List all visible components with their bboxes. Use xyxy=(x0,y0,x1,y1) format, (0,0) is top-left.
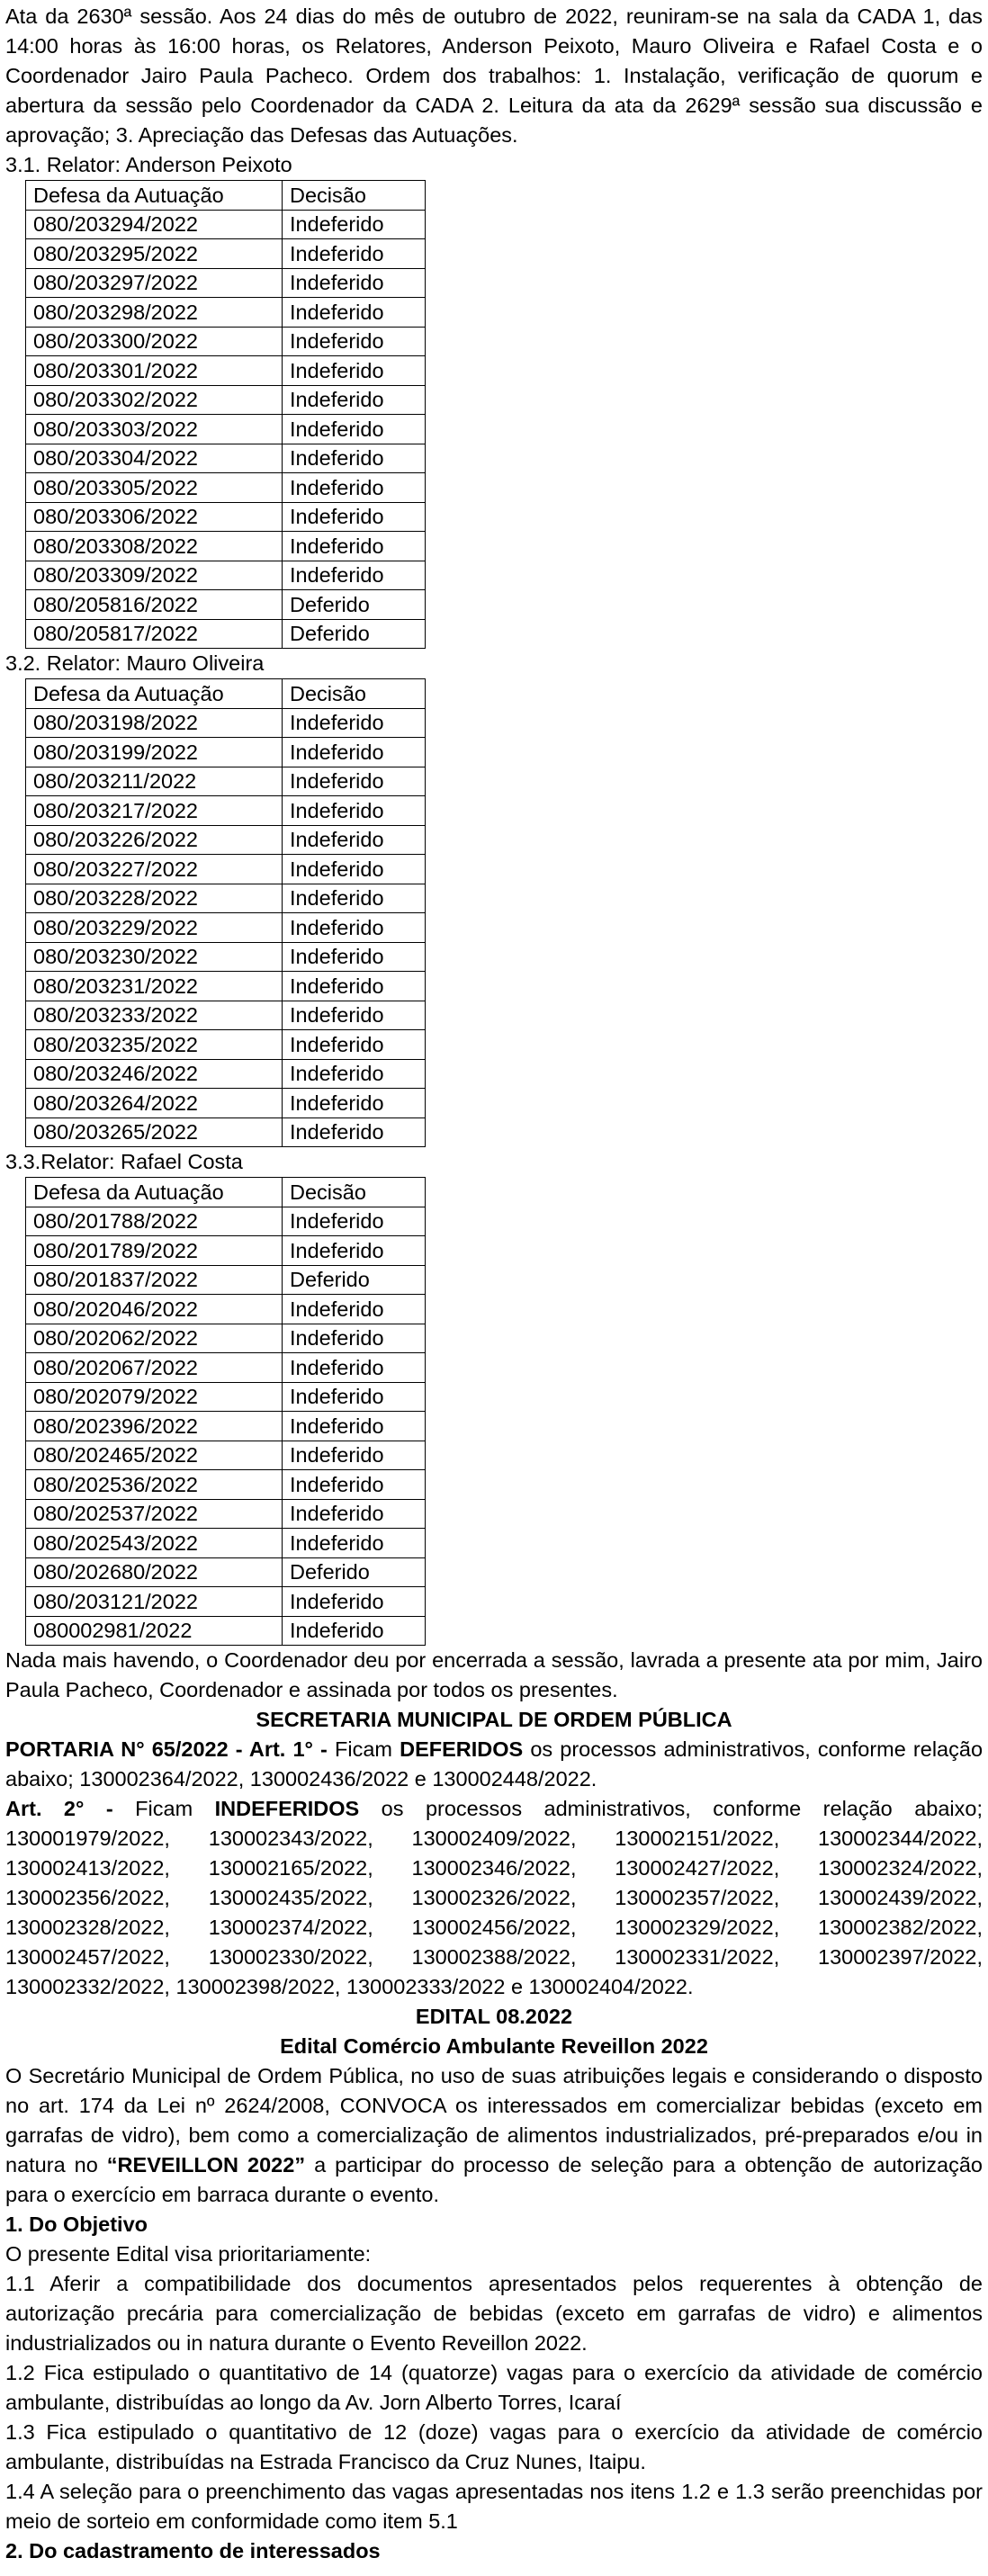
decision-value: Indeferido xyxy=(283,1117,426,1147)
decision-value: Indeferido xyxy=(283,1616,426,1646)
table-row xyxy=(26,619,426,649)
decision-value: Indeferido xyxy=(283,356,426,386)
table-row xyxy=(26,1529,426,1558)
defesa-number: 080/202465/2022 xyxy=(26,1441,283,1470)
defesa-number: 080/203302/2022 xyxy=(26,385,283,415)
defesa-number: 080/201837/2022 xyxy=(26,1265,283,1295)
defesa-number: 080/202046/2022 xyxy=(26,1295,283,1324)
decision-value: Indeferido xyxy=(283,502,426,532)
defesa-number: 080/203300/2022 xyxy=(26,327,283,356)
item-1-4: 1.4 A seleção para o preenchimento das vagas apresentadas nos itens 1.2 e 1.3 serão preenchidas por meio de sorteio em conformidade como item 5.1 xyxy=(5,2480,983,2533)
defesa-number: 080/203217/2022 xyxy=(26,796,283,826)
defesa-number: 080/203199/2022 xyxy=(26,738,283,767)
decision-value: Deferido xyxy=(283,1265,426,1295)
decision-value: Indeferido xyxy=(283,738,426,767)
art2-label: Art. 2° - xyxy=(5,1797,113,1820)
decision-value: Indeferido xyxy=(283,298,426,328)
decision-value: Indeferido xyxy=(283,444,426,473)
defesa-number: 080/202680/2022 xyxy=(26,1557,283,1587)
header-defesa: Defesa da Autuação xyxy=(26,679,283,709)
defesa-number: 080/203304/2022 xyxy=(26,444,283,473)
defesa-number: 080/203309/2022 xyxy=(26,561,283,590)
decision-value: Indeferido xyxy=(283,268,426,298)
defesa-number: 080/203235/2022 xyxy=(26,1030,283,1060)
section-1-lead: O presente Edital visa prioritariamente: xyxy=(5,2242,372,2266)
decision-value: Indeferido xyxy=(283,210,426,239)
defesa-number: 080/205816/2022 xyxy=(26,590,283,620)
table-row xyxy=(26,1030,426,1060)
table-row xyxy=(26,473,426,503)
table-row xyxy=(26,942,426,972)
decision-value: Indeferido xyxy=(283,1587,426,1617)
decision-value: Indeferido xyxy=(283,327,426,356)
decision-value: Indeferido xyxy=(283,1089,426,1118)
defesa-number: 080/201788/2022 xyxy=(26,1207,283,1236)
table-row xyxy=(26,972,426,1001)
art2-mid: Ficam xyxy=(112,1797,215,1820)
defesa-number: 080/203233/2022 xyxy=(26,1001,283,1030)
decision-value: Indeferido xyxy=(283,1353,426,1383)
table-row xyxy=(26,1499,426,1529)
defesa-number: 080/203230/2022 xyxy=(26,942,283,972)
portaria-label: PORTARIA N° 65/2022 - Art. 1° - xyxy=(5,1737,328,1761)
decision-value: Indeferido xyxy=(283,1412,426,1441)
table-row xyxy=(26,298,426,328)
relator-title: 3.3.Relator: Rafael Costa xyxy=(5,1150,243,1173)
decision-value: Indeferido xyxy=(283,913,426,943)
ata-closing: Nada mais havendo, o Coordenador deu por encerrada a sessão, lavrada a presente ata por mim, Jairo Paula Pacheco, Coordenador e assinada por todos os presentes. xyxy=(5,1648,983,1701)
defesa-number: 080/203198/2022 xyxy=(26,708,283,738)
defesa-number: 080/203305/2022 xyxy=(26,473,283,503)
decision-value: Indeferido xyxy=(283,1324,426,1353)
decision-value: Indeferido xyxy=(283,385,426,415)
table-row xyxy=(26,1412,426,1441)
decision-value: Indeferido xyxy=(283,1001,426,1030)
decision-value: Indeferido xyxy=(283,1030,426,1060)
table-row xyxy=(26,1236,426,1266)
header-decisao: Decisão xyxy=(283,181,426,211)
defesa-number: 080/201789/2022 xyxy=(26,1236,283,1266)
table-row xyxy=(26,796,426,826)
defesa-number: 080/203229/2022 xyxy=(26,913,283,943)
table-row xyxy=(26,1059,426,1089)
table-row xyxy=(26,1557,426,1587)
defesa-number: 080/202067/2022 xyxy=(26,1353,283,1383)
edital-intro-end: a participar do processo de seleção para a obtenção de autorização para o exercício em barraca durante o evento. xyxy=(5,2153,983,2206)
table-row xyxy=(26,855,426,884)
table-header-row xyxy=(26,1178,426,1207)
table-row xyxy=(26,1089,426,1118)
header-defesa: Defesa da Autuação xyxy=(26,181,283,211)
item-1-2: 1.2 Fica estipulado o quantitativo de 14 (quatorze) vagas para o exercício da atividade de comércio ambulante, distribuídas ao longo da Av. Jorn Alberto Torres, Icaraí xyxy=(5,2361,983,2414)
table-row xyxy=(26,561,426,590)
table-row xyxy=(26,1353,426,1383)
decision-value: Indeferido xyxy=(283,972,426,1001)
decision-value: Indeferido xyxy=(283,1470,426,1500)
decision-table xyxy=(25,1177,426,1646)
defesa-number: 080/202396/2022 xyxy=(26,1412,283,1441)
table-row xyxy=(26,327,426,356)
relator-title: 3.1. Relator: Anderson Peixoto xyxy=(5,153,292,176)
table-row xyxy=(26,1382,426,1412)
decision-value: Indeferido xyxy=(283,1059,426,1089)
relator-section xyxy=(5,649,983,1147)
defesa-number: 080/203301/2022 xyxy=(26,356,283,386)
relator-section xyxy=(5,150,983,649)
table-row xyxy=(26,1324,426,1353)
decision-value: Indeferido xyxy=(283,239,426,269)
decision-value: Indeferido xyxy=(283,1499,426,1529)
defesa-number: 080/203264/2022 xyxy=(26,1089,283,1118)
table-row xyxy=(26,210,426,239)
defesa-number: 080/203231/2022 xyxy=(26,972,283,1001)
section-1-title: 1. Do Objetivo xyxy=(5,2212,148,2236)
table-row xyxy=(26,884,426,913)
table-row xyxy=(26,1265,426,1295)
table-row xyxy=(26,1587,426,1617)
defesa-number: 080/203297/2022 xyxy=(26,268,283,298)
art2-indeferidos: INDEFERIDOS xyxy=(214,1797,360,1820)
edital-intro xyxy=(5,2061,983,2210)
defesa-number: 080/205817/2022 xyxy=(26,619,283,649)
edital-title: Edital Comércio Ambulante Reveillon 2022 xyxy=(280,2034,708,2058)
defesa-number: 080/203308/2022 xyxy=(26,532,283,561)
table-row xyxy=(26,532,426,561)
edital-intro-start: O Secretário Municipal de Ordem Pública, no uso de suas atribuições legais e considerando o disposto no art. 174 da Lei nº 2624/2008, CONVOCA os interessados em comercializar bebidas (exceto em garrafas de vidro), bem como a comercialização de alimentos industrializados, pré-preparados e/ou in natura no xyxy=(5,2064,983,2177)
defesa-number: 080/203306/2022 xyxy=(26,502,283,532)
portaria-art2 xyxy=(5,1794,983,2002)
decision-value: Deferido xyxy=(283,1557,426,1587)
defesa-number: 080/203303/2022 xyxy=(26,415,283,444)
decision-value: Indeferido xyxy=(283,855,426,884)
defesa-number: 080/203294/2022 xyxy=(26,210,283,239)
defesa-number: 080/202536/2022 xyxy=(26,1470,283,1500)
ata-intro: Ata da 2630ª sessão. Aos 24 dias do mês de outubro de 2022, reuniram-se na sala da CADA 1, das 14:00 horas às 16:00 horas, os Relatores, Anderson Peixoto, Mauro Oliveira e Rafael Costa e o Coordenador Jairo Paula Pacheco. Ordem dos trabalhos: 1. Instalação, verificação de quorum e abertura da sessão pelo Coordenador da CADA 2. Leitura da ata da 2629ª sessão sua discussão e aprovação; 3. Apreciação das Defesas das Autuações. xyxy=(5,4,983,147)
decision-value: Indeferido xyxy=(283,532,426,561)
secretaria-heading: SECRETARIA MUNICIPAL DE ORDEM PÚBLICA xyxy=(256,1708,732,1731)
decision-table xyxy=(25,180,426,649)
table-row xyxy=(26,590,426,620)
header-decisao: Decisão xyxy=(283,1178,426,1207)
decision-value: Deferido xyxy=(283,619,426,649)
defesa-number: 080/203246/2022 xyxy=(26,1059,283,1089)
defesa-number: 080002981/2022 xyxy=(26,1616,283,1646)
table-row xyxy=(26,239,426,269)
decision-value: Indeferido xyxy=(283,1207,426,1236)
defesa-number: 080/203226/2022 xyxy=(26,825,283,855)
defesa-number: 080/203227/2022 xyxy=(26,855,283,884)
section-2-title: 2. Do cadastramento de interessados xyxy=(5,2539,381,2563)
table-row xyxy=(26,1616,426,1646)
defesa-number: 080/202543/2022 xyxy=(26,1529,283,1558)
portaria-deferidos: DEFERIDOS xyxy=(400,1737,524,1761)
table-row xyxy=(26,444,426,473)
edital-intro-event: “REVEILLON 2022” xyxy=(106,2153,306,2177)
table-row xyxy=(26,1207,426,1236)
decision-value: Deferido xyxy=(283,590,426,620)
item-1-1: 1.1 Aferir a compatibilidade dos documentos apresentados pelos requerentes à obtenção de autorização precária para comercialização de bebidas (exceto em garrafas de vidro) e alimentos industrializados ou in natura durante o Evento Reveillon 2022. xyxy=(5,2272,983,2355)
table-row xyxy=(26,502,426,532)
table-header-row xyxy=(26,679,426,709)
table-row xyxy=(26,1295,426,1324)
decision-value: Indeferido xyxy=(283,415,426,444)
table-header-row xyxy=(26,181,426,211)
defesa-number: 080/203228/2022 xyxy=(26,884,283,913)
decision-value: Indeferido xyxy=(283,708,426,738)
table-row xyxy=(26,268,426,298)
table-row xyxy=(26,1117,426,1147)
table-row xyxy=(26,708,426,738)
defesa-number: 080/202537/2022 xyxy=(26,1499,283,1529)
decision-value: Indeferido xyxy=(283,1529,426,1558)
table-row xyxy=(26,767,426,796)
decision-value: Indeferido xyxy=(283,796,426,826)
relator-title: 3.2. Relator: Mauro Oliveira xyxy=(5,651,265,675)
decision-value: Indeferido xyxy=(283,1236,426,1266)
table-row xyxy=(26,825,426,855)
item-1-3: 1.3 Fica estipulado o quantitativo de 12 (doze) vagas para o exercício da atividade de comércio ambulante, distribuídas na Estrada Francisco da Cruz Nunes, Itaipu. xyxy=(5,2420,983,2473)
table-row xyxy=(26,1001,426,1030)
portaria-mid: Ficam xyxy=(327,1737,400,1761)
table-row xyxy=(26,913,426,943)
decision-value: Indeferido xyxy=(283,942,426,972)
edital-number: EDITAL 08.2022 xyxy=(415,2005,573,2028)
defesa-number: 080/203295/2022 xyxy=(26,239,283,269)
decision-value: Indeferido xyxy=(283,1441,426,1470)
decision-table xyxy=(25,678,426,1147)
defesa-number: 080/203211/2022 xyxy=(26,767,283,796)
decision-value: Indeferido xyxy=(283,1382,426,1412)
decision-value: Indeferido xyxy=(283,473,426,503)
decision-value: Indeferido xyxy=(283,1295,426,1324)
defesa-number: 080/203265/2022 xyxy=(26,1117,283,1147)
portaria-rest: os processos administrativos, conforme relação abaixo; 130002364/2022, 130002436/2022 e 130002448/2022. xyxy=(5,1737,984,1791)
header-defesa: Defesa da Autuação xyxy=(26,1178,283,1207)
decision-value: Indeferido xyxy=(283,561,426,590)
table-row xyxy=(26,1441,426,1470)
table-row xyxy=(26,415,426,444)
table-row xyxy=(26,738,426,767)
table-row xyxy=(26,385,426,415)
art2-rest: os processos administrativos, conforme relação abaixo; 130001979/2022, 130002343/2022, 130002409/2022, 130002151/2022, 130002344/2022, 130002413/2022, 130002165/2022, 130002346/2022, 130002427/2022, 130002324/2022, 130002356/2022, 130002435/2022, 130002326/2022, 130002357/2022, 130002439/2022, 130002328/2022, 130002374/2022, 130002456/2022, 130002329/2022, 130002382/2022, 130002457/2022, 130002330/2022, 130002388/2022, 130002331/2022, 130002397/2022, 130002332/2022, 130002398/2022, 130002333/2022 e 130002404/2022. xyxy=(5,1797,983,1998)
table-row xyxy=(26,356,426,386)
defesa-number: 080/203121/2022 xyxy=(26,1587,283,1617)
decision-value: Indeferido xyxy=(283,884,426,913)
defesa-number: 080/202062/2022 xyxy=(26,1324,283,1353)
defesa-number: 080/203298/2022 xyxy=(26,298,283,328)
relator-section xyxy=(5,1147,983,1646)
decision-value: Indeferido xyxy=(283,767,426,796)
portaria-art1 xyxy=(5,1735,983,1794)
decision-value: Indeferido xyxy=(283,825,426,855)
header-decisao: Decisão xyxy=(283,679,426,709)
defesa-number: 080/202079/2022 xyxy=(26,1382,283,1412)
table-row xyxy=(26,1470,426,1500)
